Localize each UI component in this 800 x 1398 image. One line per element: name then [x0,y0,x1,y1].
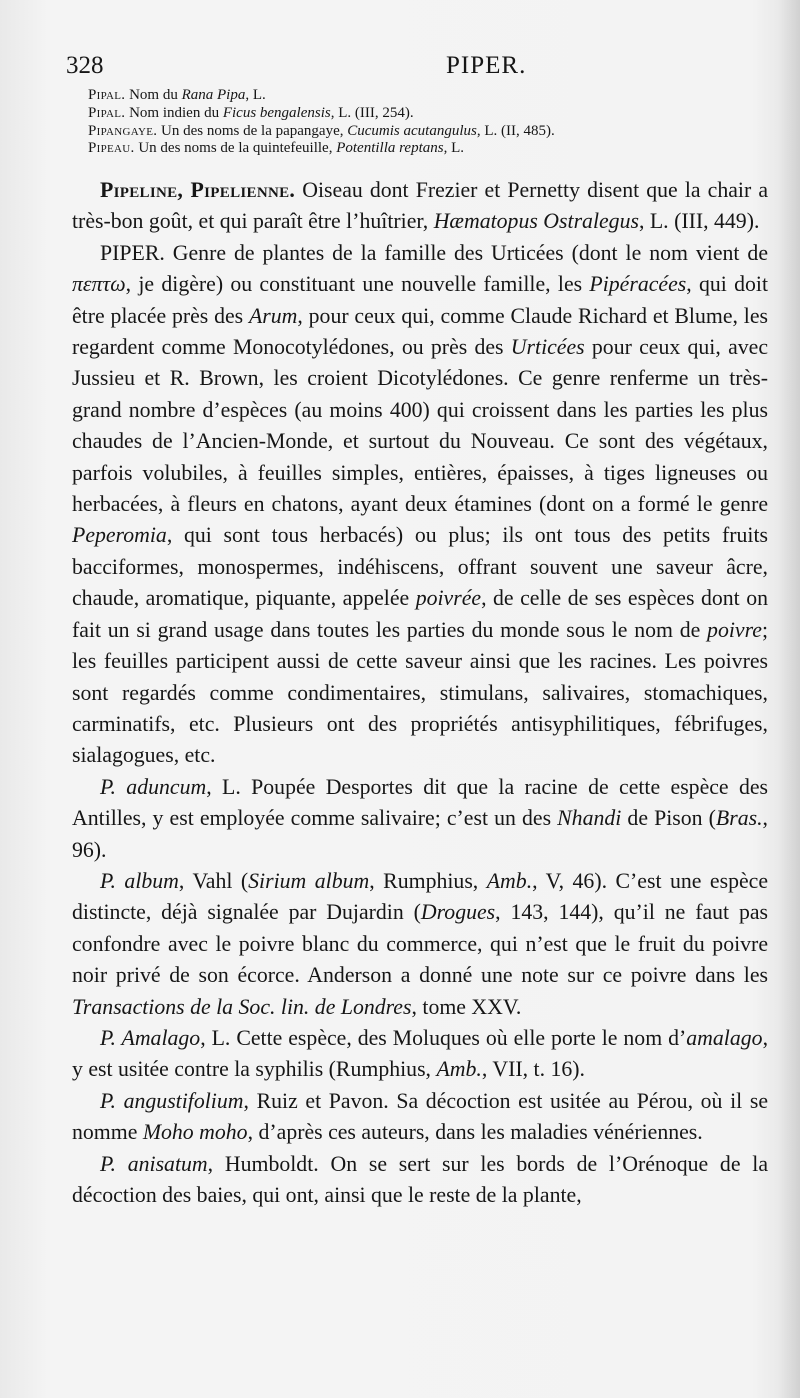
species-name: P. angustifolium [100,1088,244,1113]
entry-pipeline: Pipeline, Pipelienne. Oiseau dont Frezier et Pernetty disent que la chair a très-bon goût, et qui paraît être l’huîtrier, Hæmatopus Ostralegus, L. (III, 449). [72,178,768,234]
page-edge-shadow [778,0,800,1398]
species-name: P. aduncum [100,774,207,799]
piper-heading: PIPER. [100,240,165,265]
species-name: P. anisatum [100,1151,208,1176]
entry-pipal-2: Pipal. Nom indien du Ficus bengalensis, L. (III, 254). [88,104,414,121]
running-head: PIPER. [446,52,527,79]
entry-p-amalago: P. Amalago, L. Cette espèce, des Moluques où elle porte le nom d’amalago, y est usitée contre la syphilis (Rumphius, Amb., VII, t. 16). [72,1025,769,1082]
entry-p-angustifolium: P. angustifolium, Ruiz et Pavon. Sa décoction est usitée au Pérou, où il se nomme Moho moho, d’après ces auteurs, dans les maladies vénériennes. [72,1088,769,1145]
entry-p-album: P. album, Vahl (Sirium album, Rumphius, Amb., V, 46). C’est une espèce distincte, déjà signalée par Dujardin (Drogues, 143, 144), qu’il ne faut pas confondre avec le poivre blanc du commerce, qui n’est que le fruit du poivre noir privé de son écorce. Anderson a donné une note sur ce poivre dans les Transactions de la Soc. lin. de Londres, tome XXV. [72,868,769,1019]
page-number: 328 [66,52,104,79]
entry-pipangaye: Pipangaye. Un des noms de la papangaye, Cucumis acutangulus, L. (II, 485). [88,122,555,139]
greek-word: πεπτω [72,272,126,297]
entry-pipal-1: Pipal. Nom du Rana Pipa, L. [88,87,266,103]
species-name: P. Amalago [100,1025,201,1050]
species-name: P. album [100,868,179,893]
main-text [72,175,768,1211]
entry-p-anisatum: P. anisatum, Humboldt. On se sert sur les bords de l’Orénoque de la décoction des baies, qui ont, ainsi que le reste de la plante, [72,1151,768,1207]
entry-piper: PIPER. Genre de plantes de la famille des Urticées (dont le nom vient de πεπτω, je digère) ou constituant une nouvelle famille, les Pipéracées, qui doit être placée près des Arum, pour ceux qui, comme Claude Richard et Blume, les regardent comme Monocotylédones, ou près des Urticées pour ceux qui, avec Jussieu et R. Brown, les croient Dicotylédones. Ce genre renferme un très-grand nombre d’espèces (au moins 400) qui croissent dans les parties les plus chaudes de l’Ancien-Monde, et surtout du Nouveau. Ce sont des végétaux, parfois volubiles, à feuilles simples, entières, épaisses, à tiges ligneuses ou herbacées, à fleurs en chatons, ayant deux étamines (dont on a formé le genre Peperomia, qui sont tous herbacés) ou plus; ils ont tous des petits fruits bacciformes, monospermes, indéhiscens, offrant souvent une saveur âcre, chaude, aromatique, piquante, appelée poivrée, de celle de ses espèces dont on fait un si grand usage dans toutes les parties du monde sous le nom de poivre; les feuilles participent aussi de cette saveur ainsi que les racines. Les poivres sont regardés comme condimentaires, stimulans, salivaires, stomachiques, carminatifs, etc. Plusieurs ont des propriétés antisyphilitiques, fébrifuges, sialagogues, etc. [72,240,769,768]
entry-p-aduncum: P. aduncum, L. Poupée Desportes dit que la racine de cette espèce des Antilles, y est employée comme salivaire; c’est un des Nhandi de Pison (Bras., 96). [72,774,769,862]
small-print-entries [88,87,778,158]
page-header [66,52,760,88]
entry-pipeau: Pipeau. Un des noms de la quintefeuille, Potentilla reptans, L. [88,140,464,157]
